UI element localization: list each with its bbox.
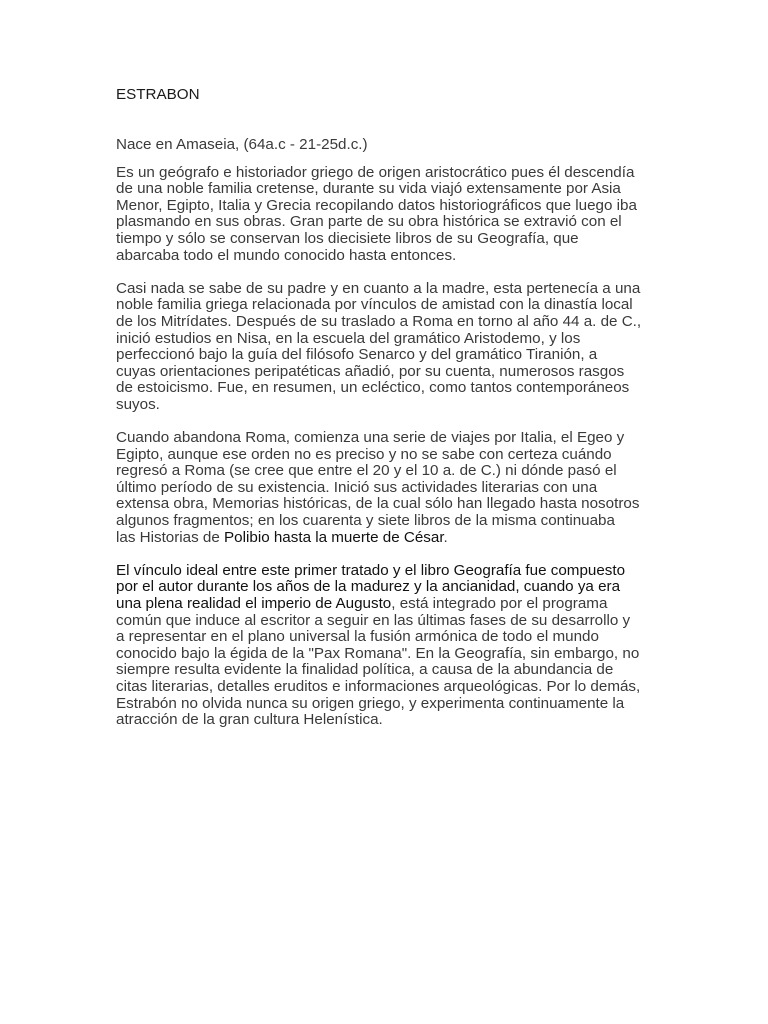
paragraph-4: [116, 563, 656, 729]
birth-line: Nace en Amaseia, (64a.c - 21-25d.c.): [116, 136, 368, 153]
paragraph-line: siempre resulta evidente la finalidad política, a causa de la abundancia de: [116, 661, 614, 679]
last-line-highlight: Polibio hasta la muerte de César: [224, 528, 444, 546]
paragraph-line: común que induce al escritor a seguir en las últimas fases de su desarrollo y: [116, 611, 631, 629]
document-title: ESTRABON: [116, 86, 200, 103]
paragraph-line: último período de su existencia. Inició sus actividades literarias con una: [116, 478, 598, 496]
paragraph-line: Casi nada se sabe de su padre y en cuanto a la madre, esta pertenecía a una: [116, 279, 641, 297]
last-line-tail: .: [443, 528, 448, 546]
paragraph-mixed-line: [116, 596, 656, 613]
paragraph-line: Es un geógrafo e historiador griego de origen aristocrático pues él descendía: [116, 163, 635, 181]
paragraph-last-line: [116, 530, 656, 547]
paragraph-line: citas literarias, detalles eruditos e informaciones arqueológicas. Por lo demás,: [116, 678, 641, 695]
paragraph-line-highlight: por el autor durante los años de la madurez y la ancianidad, cuando ya era: [116, 578, 621, 596]
last-line-lead: las Historias de: [116, 528, 225, 546]
paragraph-line: extensa obra, Memorias históricas, de la cual sólo han llegado hasta nosotros: [116, 495, 640, 513]
paragraph-line: regresó a Roma (se cree que entre el 20 y el 10 a. de C.) ni dónde pasó el: [116, 462, 617, 480]
paragraph-2: [116, 281, 656, 414]
mixed-line-tail: , está integrado por el programa: [391, 595, 608, 613]
paragraph-line: de una noble familia cretense, durante su vida viajó extensamente por Asia: [116, 180, 621, 198]
paragraph-line: noble familia griega relacionada por vínculos de amistad con la dinastía local: [116, 296, 633, 314]
paragraph-line: Menor, Egipto, Italia y Grecia recopilando datos historiográficos que luego iba: [116, 196, 637, 214]
paragraph-line: abarcaba todo el mundo conocido hasta entonces.: [116, 246, 457, 264]
paragraph-line: de estoicismo. Fue, en resumen, un ecléctico, como tantos contemporáneos: [116, 379, 630, 397]
paragraph-line-highlight: El vínculo ideal entre este primer tratado y el libro Geografía fue compuesto: [116, 561, 626, 579]
paragraph-line: Egipto, aunque ese orden no es preciso y no se sabe con certeza cuándo: [116, 445, 612, 463]
mixed-line-highlight: una plena realidad el imperio de Augusto: [116, 595, 392, 613]
paragraph-line: tiempo y sólo se conservan los diecisiete libros de su Geografía, que: [116, 229, 579, 247]
paragraph-line: suyos.: [116, 395, 160, 413]
paragraph-line: inició estudios en Nisa, en la escuela del gramático Aristodemo, y los: [116, 329, 581, 347]
paragraph-line: conocido bajo la égida de la "Pax Romana". En la Geografía, sin embargo, no: [116, 644, 640, 662]
paragraph-line: Cuando abandona Roma, comienza una serie de viajes por Italia, el Egeo y: [116, 429, 625, 447]
paragraph-line: cuyas orientaciones peripatéticas añadió, por su cuenta, numerosos rasgos: [116, 362, 625, 380]
paragraph-1: [116, 165, 656, 265]
paragraph-line: plasmando en sus obras. Gran parte de su obra histórica se extravió con el: [116, 213, 622, 231]
paragraph-line: perfeccionó bajo la guía del filósofo Senarco y del gramático Tiranión, a: [116, 346, 598, 364]
paragraph-line: a representar en el plano universal la fusión armónica de todo el mundo: [116, 628, 599, 646]
paragraph-line: algunos fragmentos; en los cuarenta y siete libros de la misma continuaba: [116, 512, 615, 530]
paragraph-line: atracción de la gran cultura Helenística.: [116, 711, 383, 729]
paragraph-line: de los Mitrídates. Después de su traslado a Roma en torno al año 44 a. de C.,: [116, 312, 642, 330]
paragraph-3: [116, 430, 656, 546]
document-page: [116, 86, 656, 745]
paragraph-line: Estrabón no olvida nunca su origen griego, y experimenta continuamente la: [116, 694, 625, 712]
